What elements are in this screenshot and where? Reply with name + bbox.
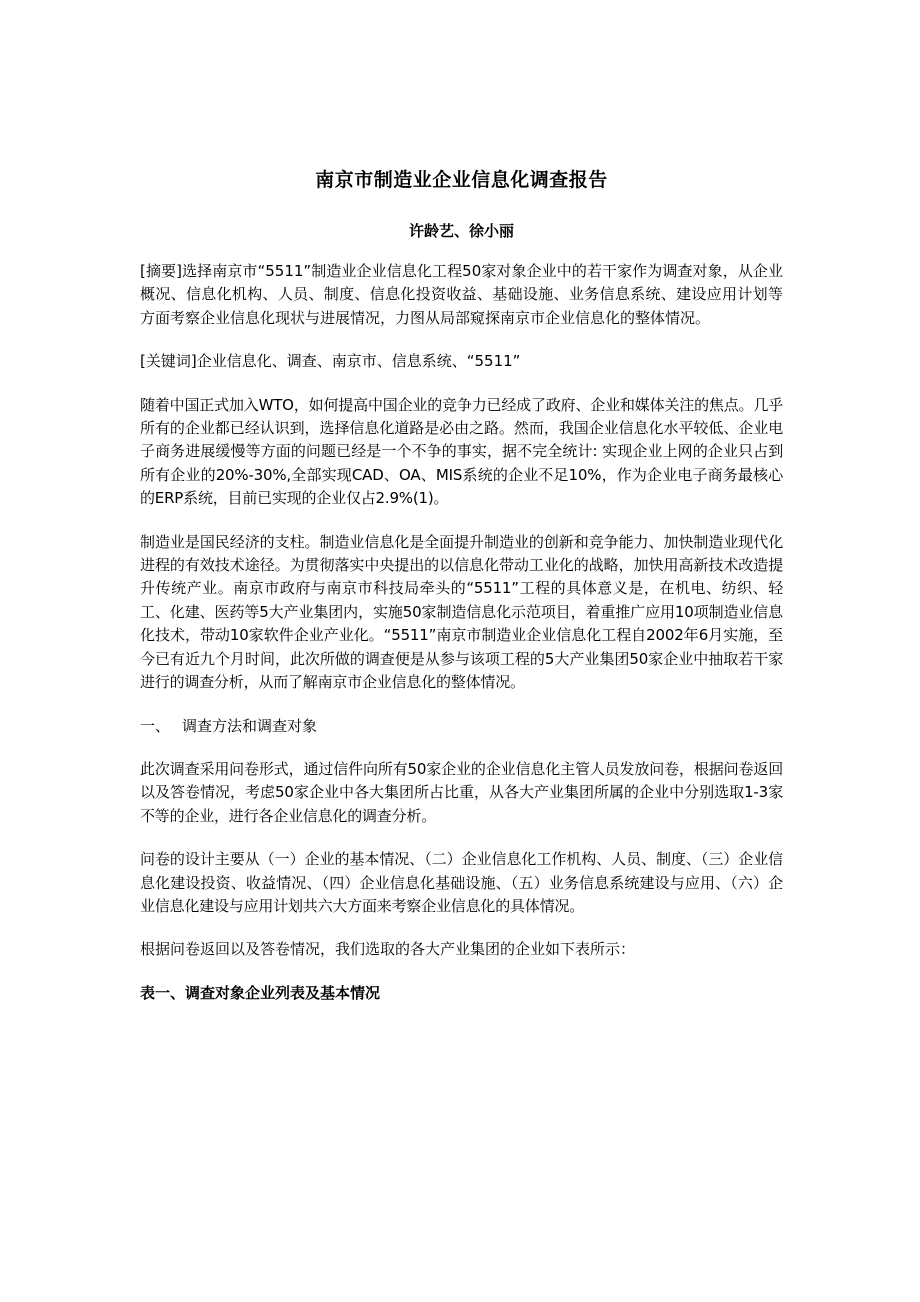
body-paragraph-questionnaire-design: 问卷的设计主要从（一）企业的基本情况、（二）企业信息化工作机构、人员、制度、（三）企业信息化建设投资、收益情况、（四）企业信息化基础设施、（五）业务信息系统建设与应用、（六）企业信息化建设与应用计划共六大方面来考察企业信息化的具体情况。 [140, 850, 783, 915]
abstract-paragraph: [摘要]选择南京市“5511”制造业企业信息化工程50家对象企业中的若干家作为调查对象，从企业概况、信息化机构、人员、制度、信息化投资收益、基础设施、业务信息系统、建设应用计划等方面考察企业信息化现状与进展情况，力图从局部窥探南京市企业信息化的整体情况。 [140, 262, 783, 327]
document-title: 南京市制造业企业信息化调查报告 [315, 169, 608, 191]
document-page [140, 166, 783, 1005]
section-title: 调查方法和调查对象 [182, 716, 318, 735]
section-number: 一、 [140, 716, 171, 735]
body-paragraph-selection: 根据问卷返回以及答卷情况，我们选取的各大产业集团的企业如下表所示： [140, 940, 636, 959]
body-paragraph-manufacturing: 制造业是国民经济的支柱。制造业信息化是全面提升制造业的创新和竞争能力、加快制造业现代化进程的有效技术途径。为贯彻落实中央提出的以信息化带动工业化的战略，加快用高新技术改造提升传统产业。南京市政府与南京市科技局牵头的“5511”工程的具体意义是，在机电、纺织、轻工、化建、医药等5大产业集团内，实施50家制造信息化示范项目，着重推广应用10项制造业信息化技术，带动10家软件企业产业化。“5511”南京市制造业企业信息化工程自2002年6月实施，至今已有近九个月时间，此次所做的调查便是从参与该项工程的5大产业集团50家企业中抽取若干家进行的调查分析，从而了解南京市企业信息化的整体情况。 [140, 532, 783, 692]
document-authors: 许龄艺、徐小丽 [408, 222, 514, 240]
section-heading-methods [140, 715, 783, 738]
body-paragraph-survey-method: 此次调查采用问卷形式，通过信件向所有50家企业的企业信息化主管人员发放问卷，根据问卷返回以及答卷情况，考虑50家企业中各大集团所占比重，从各大产业集团所属的企业中分别选取1-3家不等的企业，进行各企业信息化的调查分析。 [140, 759, 783, 825]
table-caption: 表一、调查对象企业列表及基本情况 [140, 983, 381, 1002]
body-paragraph-wto: 随着中国正式加入WTO，如何提高中国企业的竞争力已经成了政府、企业和媒体关注的焦点。几乎所有的企业都已经认识到，选择信息化道路是必由之路。然而，我国企业信息化水平较低、企业电子商务进展缓慢等方面的问题已经是一个不争的事实，据不完全统计: 实现企业上网的企业只占到所有企业的20%-30%,全部实现CAD、OA、MIS系统的企业不足10%，作为企业电子商务最核心的ERP系统，目前已实现的企业仅占2.9%(1)。 [140, 395, 783, 508]
keywords-paragraph: [关键词]企业信息化、调查、南京市、信息系统、“5511” [140, 352, 521, 371]
